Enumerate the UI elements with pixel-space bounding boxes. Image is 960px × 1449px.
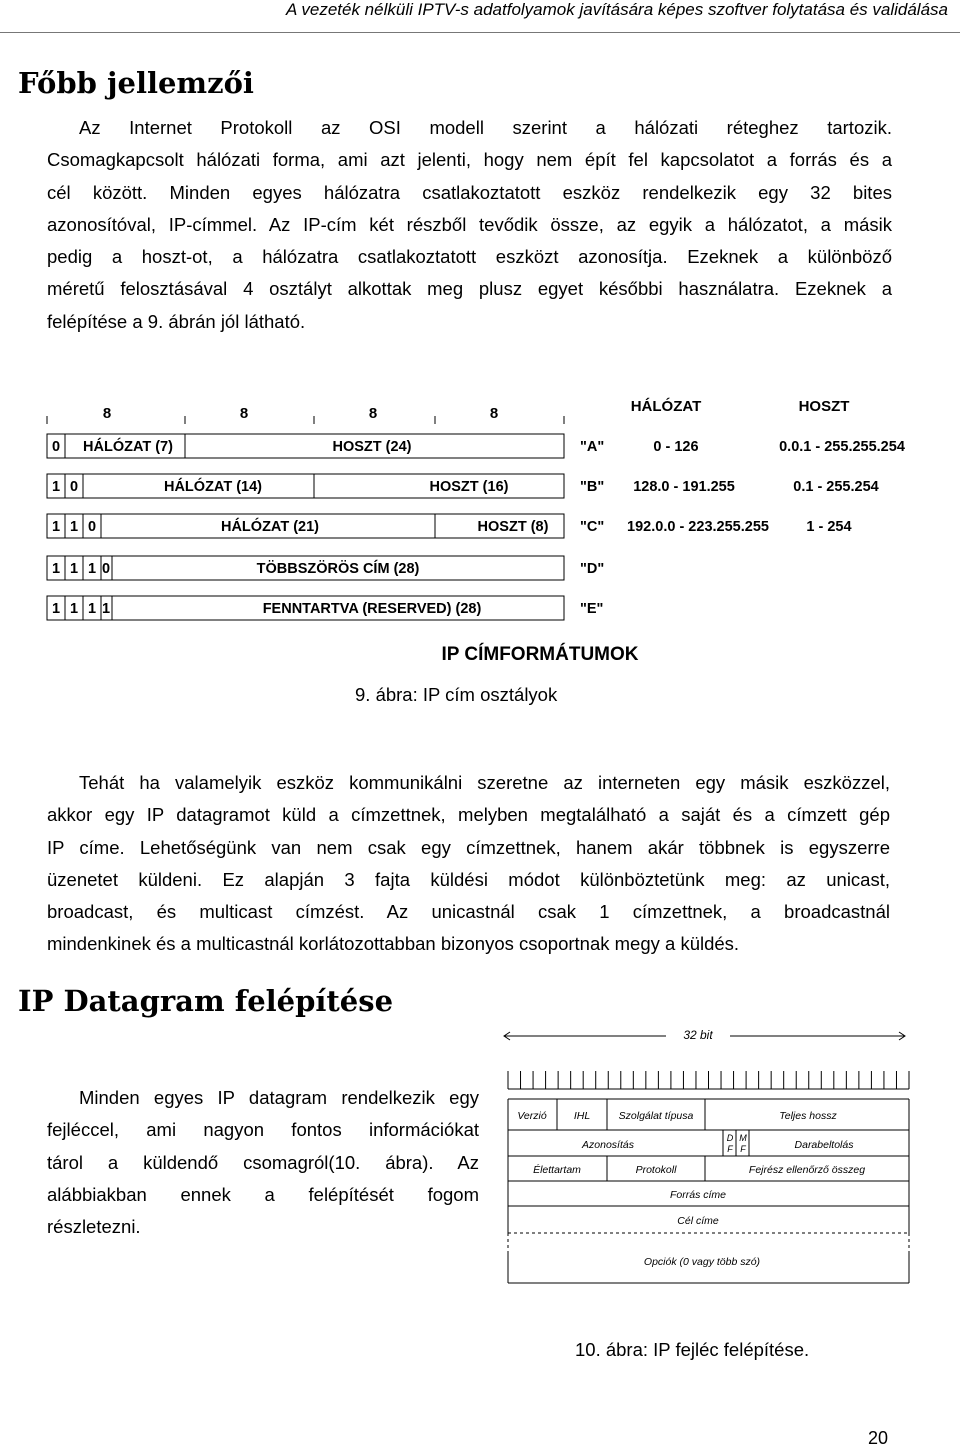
column-header-network: HÁLÓZAT bbox=[630, 398, 702, 415]
field-ttl: Élettartam bbox=[533, 1164, 581, 1176]
column-header-host: HOSZT bbox=[798, 398, 850, 415]
page-number: 20 bbox=[868, 1428, 889, 1448]
ip-header-diagram bbox=[490, 1015, 930, 1290]
row-a-network-field: HÁLÓZAT (7) bbox=[83, 439, 173, 455]
figure9-caption: 9. ábra: IP cím osztályok bbox=[355, 684, 558, 705]
field-destination-address: Cél címe bbox=[677, 1215, 719, 1227]
intro-line-4: azonosítóval, IP-címmel. Az IP-cím két részből tevődik össze, az egyik a hálózatot, a másik bbox=[47, 213, 892, 235]
field-options: Opciók (0 vagy több szó) bbox=[643, 1256, 761, 1268]
row-b-network-range: 128.0 - 191.255 bbox=[633, 479, 735, 495]
field-identification: Azonosítás bbox=[582, 1139, 634, 1151]
row-b-host-field: HOSZT (16) bbox=[429, 479, 509, 495]
row-a-network-range: 0 - 126 bbox=[653, 439, 699, 455]
width-label: 32 bit bbox=[683, 1028, 713, 1042]
row-e-class: "E" bbox=[580, 601, 604, 617]
section-title-main-features: Főbb jellemzői bbox=[18, 66, 254, 100]
row-b-host-range: 0.1 - 255.254 bbox=[793, 479, 879, 495]
row-d-bit-4: 0 bbox=[101, 561, 111, 577]
intro-line-7: felépítése a 9. ábrán jól látható. bbox=[47, 310, 306, 332]
row-c-bit-2: 1 bbox=[69, 519, 79, 535]
flag-f2: F bbox=[740, 1144, 746, 1154]
field-protocol: Protokoll bbox=[635, 1164, 677, 1176]
row-d-bit-2: 1 bbox=[69, 561, 79, 577]
row-d-field: TÖBBSZÖRÖS CÍM (28) bbox=[256, 561, 420, 577]
datagram-line-1: Minden egyes IP datagram rendelkezik egy bbox=[79, 1087, 479, 1108]
flag-f1: F bbox=[727, 1144, 733, 1154]
after-line-6: mindenkinek és a multicastnál korlátozottabban bizonyos csoportnak megy a küldés. bbox=[47, 933, 740, 955]
after-line-3: IP címe. Lehetőségünk van nem csak egy címzettnek, hanem akár többnek is egyszerre bbox=[47, 836, 890, 858]
row-a-bit-1: 0 bbox=[51, 439, 61, 455]
messaging-paragraph bbox=[47, 767, 890, 961]
row-c-bit-3: 0 bbox=[87, 519, 97, 535]
row-c-network-field: HÁLÓZAT (21) bbox=[220, 519, 320, 535]
ip-address-classes-diagram bbox=[0, 380, 960, 680]
row-e-bit-2: 1 bbox=[69, 601, 79, 617]
octet-label-2: 8 bbox=[239, 405, 249, 422]
row-e-bit-3: 1 bbox=[87, 601, 97, 617]
row-d-class: "D" bbox=[580, 561, 605, 577]
section-title-ip-datagram: IP Datagram felépítése bbox=[18, 984, 394, 1018]
intro-line-6: méretű felosztásával 4 osztályt alkottak meg plusz egyet későbbi használatra. Ezeknek a bbox=[47, 278, 892, 300]
row-e-field: FENNTARTVA (RESERVED) (28) bbox=[262, 601, 482, 617]
row-e-bit-4: 1 bbox=[101, 601, 111, 617]
after-line-4: üzenetet küldeni. Ez alapján 3 fajta küldési módot különböztetünk meg: az unicast, bbox=[47, 868, 890, 890]
row-b-class: "B" bbox=[580, 479, 605, 495]
row-b-bit-1: 1 bbox=[51, 479, 61, 495]
after-line-1: Tehát ha valamelyik eszköz kommunikálni szeretne az interneten egy másik eszközzel, bbox=[79, 772, 890, 793]
header-rule bbox=[0, 32, 960, 33]
datagram-line-5: részletezni. bbox=[47, 1216, 141, 1238]
field-service-type: Szolgálat típusa bbox=[618, 1110, 694, 1122]
intro-line-1: Az Internet Protokoll az OSI modell szerint a hálózati réteghez tartozik. bbox=[79, 117, 892, 138]
diagram-title: IP CÍMFORMÁTUMOK bbox=[441, 644, 639, 665]
field-version: Verzió bbox=[517, 1110, 547, 1122]
row-c-network-range: 192.0.0 - 223.255.255 bbox=[627, 519, 769, 535]
row-b-bit-2: 0 bbox=[69, 479, 79, 495]
datagram-paragraph bbox=[47, 1082, 479, 1243]
after-line-5: broadcast, és multicast címzést. Az unicastnál csak 1 címzettnek, a broadcastnál bbox=[47, 901, 890, 923]
row-b-network-field: HÁLÓZAT (14) bbox=[163, 479, 263, 495]
field-fragment-offset: Darabeltolás bbox=[794, 1139, 854, 1151]
field-checksum: Fejrész ellenőrző összeg bbox=[748, 1164, 866, 1176]
row-c-host-range: 1 - 254 bbox=[806, 519, 852, 535]
flag-m: M bbox=[739, 1133, 747, 1143]
field-total-length: Teljes hossz bbox=[779, 1110, 837, 1122]
figure10-caption: 10. ábra: IP fejléc felépítése. bbox=[575, 1339, 810, 1360]
datagram-line-2: fejléccel, ami nagyon fontos információkat bbox=[47, 1119, 479, 1141]
after-line-2: akkor egy IP datagramot küld a címzettnek, melyben megtalálható a saját és a címzett gép bbox=[47, 804, 890, 826]
row-a-host-field: HOSZT (24) bbox=[332, 439, 412, 455]
flag-d: D bbox=[726, 1133, 734, 1143]
field-source-address: Forrás címe bbox=[669, 1189, 727, 1201]
datagram-line-4: alábbiakban ennek a felépítését fogom bbox=[47, 1183, 479, 1205]
octet-label-4: 8 bbox=[489, 405, 499, 422]
intro-paragraph bbox=[47, 112, 892, 338]
intro-line-2: Csomagkapcsolt hálózati forma, ami azt jelenti, hogy nem épít fel kapcsolatot a forrás és a bbox=[47, 149, 892, 171]
octet-label-3: 8 bbox=[368, 405, 378, 422]
running-title: A vezeték nélküli IPTV-s adatfolyamok javítására képes szoftver folytatása és validálása bbox=[285, 0, 948, 19]
row-d-bit-3: 1 bbox=[87, 561, 97, 577]
datagram-line-3: tárol a küldendő csomagról(10. ábra). Az bbox=[47, 1151, 479, 1173]
row-a-class: "A" bbox=[580, 439, 605, 455]
intro-line-5: pedig a hoszt-ot, a hálózatra csatlakoztatott eszközt azonosítja. Ezeknek a különböző bbox=[47, 246, 892, 268]
row-e-bit-1: 1 bbox=[51, 601, 61, 617]
row-c-bit-1: 1 bbox=[51, 519, 61, 535]
octet-label-1: 8 bbox=[102, 405, 112, 422]
row-c-host-field: HOSZT (8) bbox=[477, 519, 549, 535]
row-d-bit-1: 1 bbox=[51, 561, 61, 577]
row-a-host-range: 0.0.1 - 255.255.254 bbox=[779, 439, 905, 455]
row-c-class: "C" bbox=[580, 519, 605, 535]
intro-line-3: cél között. Minden egyes hálózatra csatlakoztatott eszköz rendelkezik egy 32 bites bbox=[47, 181, 892, 203]
field-ihl: IHL bbox=[573, 1110, 591, 1122]
